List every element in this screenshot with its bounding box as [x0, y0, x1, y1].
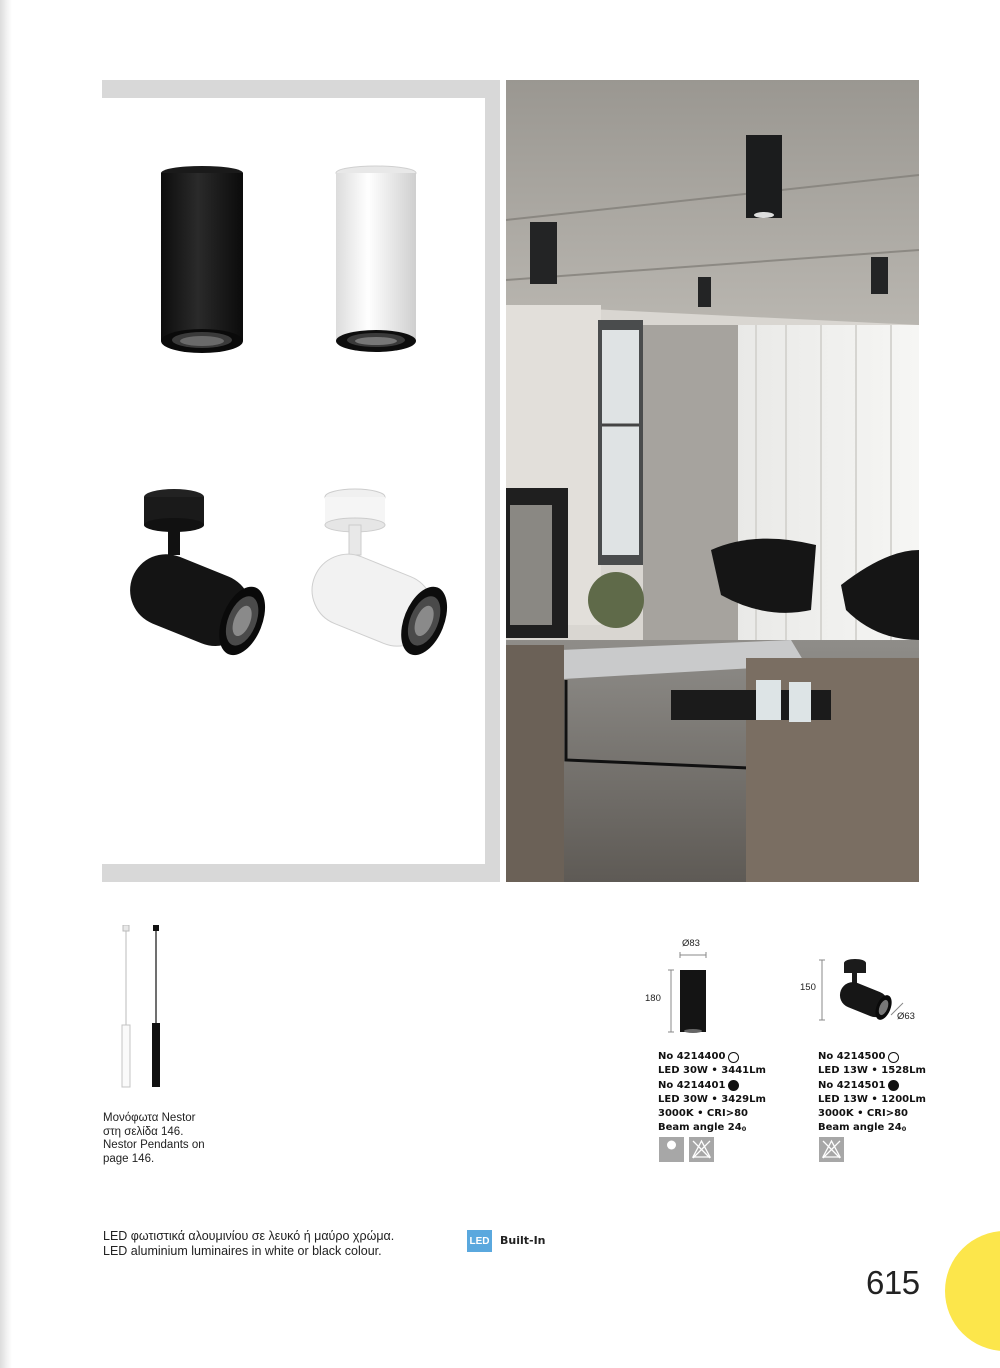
white-finish-icon — [728, 1052, 739, 1063]
interior-scene-photo — [506, 80, 919, 882]
description-greek: LED φωτιστικά αλουμινίου σε λευκό ή μαύρο χρώμα. — [103, 1229, 395, 1243]
caption-line: page 146. — [103, 1152, 155, 1165]
diameter-label-a: Ø83 — [682, 938, 700, 949]
page-edge-shade — [0, 0, 12, 1368]
degree-sup: 0 — [901, 1124, 907, 1133]
no-cover-insulation-icon — [819, 1137, 844, 1162]
spec-line: LED 30W • 3441Lm — [658, 1065, 766, 1077]
product-b-specs — [818, 1050, 926, 1136]
black-finish-icon — [728, 1080, 739, 1091]
black-finish-icon — [888, 1080, 899, 1091]
pendants-caption — [103, 1112, 205, 1166]
page-number: 615 — [866, 1264, 920, 1301]
product-code: No 4214400 — [658, 1051, 726, 1062]
beam-angle: Beam angle 24 — [658, 1122, 742, 1134]
diameter-label-b: Ø63 — [897, 1011, 915, 1022]
spec-line: 3000K • CRI>80 — [818, 1108, 908, 1120]
caption-line: Nestor Pendants on — [103, 1139, 205, 1151]
spec-line: LED 13W • 1528Lm — [818, 1065, 926, 1077]
white-spotlight-image — [300, 487, 455, 667]
footer-description — [103, 1229, 394, 1259]
built-in-label: Built-In — [500, 1234, 546, 1247]
yellow-page-tab — [945, 1231, 1000, 1351]
product-code: No 4214501 — [818, 1079, 886, 1091]
black-spotlight-image — [118, 487, 273, 667]
white-finish-icon — [659, 1137, 684, 1162]
spec-line: LED 13W • 1200Lm — [818, 1093, 926, 1105]
no-cover-insulation-icon — [689, 1137, 714, 1162]
product-a-specs — [658, 1050, 766, 1136]
spec-line: 3000K • CRI>80 — [658, 1108, 748, 1120]
height-label-b: 150 — [800, 982, 816, 993]
product-code: No 4214500 — [818, 1051, 886, 1062]
white-finish-icon — [888, 1052, 899, 1063]
description-english: LED aluminium luminaires in white or black colour. — [103, 1244, 382, 1258]
cylinder-dimension-drawing — [664, 950, 714, 1040]
caption-line: στη σελίδα 146. — [103, 1125, 184, 1138]
height-label-a: 180 — [645, 993, 661, 1004]
nestor-pendants-image — [115, 925, 175, 1090]
product-code: No 4214401 — [658, 1079, 726, 1091]
spec-line: LED 30W • 3429Lm — [658, 1093, 766, 1105]
white-cylinder-downlight-image — [330, 165, 425, 360]
degree-sup: 0 — [741, 1124, 747, 1133]
caption-line: Μονόφωτα Nestor — [103, 1112, 196, 1124]
black-cylinder-downlight-image — [155, 165, 250, 360]
led-badge-icon: LED — [467, 1230, 492, 1252]
beam-angle: Beam angle 24 — [818, 1122, 902, 1134]
